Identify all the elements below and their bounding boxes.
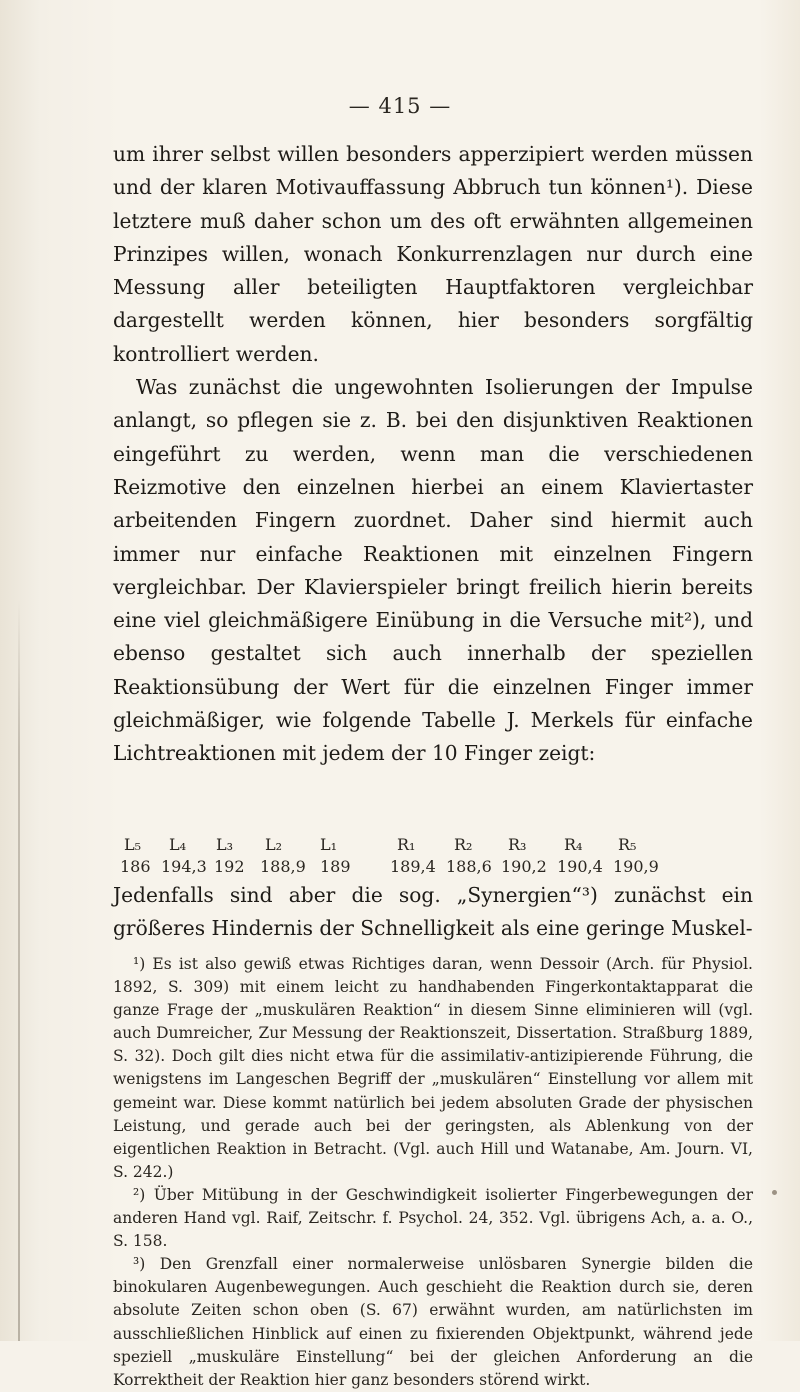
table-value-cell: 192 — [214, 857, 245, 876]
table-value-cell: 190,4 — [557, 857, 603, 876]
table-header-cell: R₄ — [564, 835, 583, 854]
table-value-cell: 186 — [120, 857, 151, 876]
paragraph-2: Was zunächst die ungewohnten Isolierungen der Impulse anlangt, so pflegen sie z. B. bei den disjunktiven Reaktionen eingeführt zu werden, wenn man die verschiedenen Reizmotive den einzelnen hierbei an einem Klaviertaster arbeitenden Fingern zuordnet. Daher sind hiermit auch immer nur einfache Reaktionen mit einzelnen Fingern vergleichbar. Der Klavierspieler bringt freilich hierin bereits eine viel gleichmäßigere Einübung in die Versuche mit²), und ebenso gestaltet sich auch innerhalb der speziellen Reaktionsübung der Wert für die einzelnen Finger immer gleichmäßiger, wie folgende Tabelle J. Merkels für einfache Lichtreaktionen mit jedem der 10 Finger zeigt: — [113, 375, 753, 766]
footnote-2: ²) Über Mitübung in der Geschwindigkeit isolierter Fingerbewegungen der anderen Hand vgl. Raif, Zeitschr. f. Psychol. 24, 352. Vgl. übrigens Ach, a. a. O., S. 158. — [113, 1185, 753, 1251]
table-header-cell: R₅ — [618, 835, 637, 854]
paragraph-3: Jedenfalls sind aber die sog. „Synergien“³) zunächst ein größeres Hindernis der Schnelligkeit als eine geringe Muskel- — [113, 883, 753, 941]
table-header-cell: R₃ — [508, 835, 527, 854]
main-text — [113, 138, 753, 771]
margin-mark — [772, 1190, 777, 1195]
table-value-cell: 190,9 — [613, 857, 659, 876]
main-text-continued — [113, 879, 753, 946]
page-number: — 415 — — [348, 94, 452, 118]
footnotes — [113, 953, 753, 1392]
table-value-cell: 188,6 — [446, 857, 492, 876]
table-header-row — [124, 835, 724, 857]
table-value-cell: 189,4 — [390, 857, 436, 876]
footnote-3: ³) Den Grenzfall einer normalerweise unlösbaren Synergie bilden die binokularen Augenbewegungen. Auch geschieht die Reaktion durch sie, deren absolute Zeiten schon oben (S. 67) erwähnt wurden, am natürlichsten im ausschließlichen Hinblick auf einen zu fixierenden Objektpunkt, während jede speziell „muskuläre Einstellung“ bei der gleichen Anforderung an die Korrektheit der Reaktion hier ganz besonders störend wirkt. — [113, 1255, 753, 1389]
table-value-row — [120, 857, 724, 879]
table-header-cell: R₁ — [397, 835, 416, 854]
finger-reaction-table — [120, 835, 724, 879]
footnote-1: ¹) Es ist also gewiß etwas Richtiges daran, wenn Dessoir (Arch. für Physiol. 1892, S. 309) mit einem leicht zu handhabenden Fingerkontaktapparat die ganze Frage der „muskulären Reaktion“ in diesem Sinne eliminieren will (vgl. auch Dumreicher, Zur Messung der Reaktionszeit, Dissertation. Straßburg 1889, S. 32). Doch gilt dies nicht etwa für die assimilativ-antizipierende Führung, die wenigstens im Langeschen Begriff der „muskulären“ Einstellung vor allem mit gemeint war. Diese kommt natürlich bei jedem absoluten Grade der physischen Leistung, und gerade auch bei der geringsten, als Ablenkung von der eigentlichen Reaktion in Betracht. (Vgl. auch Hill und Watanabe, Am. Journ. VI, S. 242.) — [113, 955, 753, 1181]
table-value-cell: 188,9 — [260, 857, 306, 876]
table-header-cell: L₄ — [169, 835, 187, 854]
table-header-cell: R₂ — [454, 835, 473, 854]
table-value-cell: 190,2 — [501, 857, 547, 876]
binding-shadow — [18, 600, 20, 1341]
table-header-cell: L₅ — [124, 835, 142, 854]
table-value-cell: 189 — [320, 857, 351, 876]
table-header-cell: L₃ — [216, 835, 234, 854]
table-header-cell: L₂ — [265, 835, 283, 854]
paragraph-1: um ihrer selbst willen besonders apperzipiert werden müssen und der klaren Motivauffassung Abbruch tun können¹). Diese letztere muß daher schon um des oft erwähnten allgemeinen Prinzipes willen, wonach Konkurrenzlagen nur durch eine Messung aller beteiligten Hauptfaktoren vergleichbar dargestellt werden können, hier besonders sorgfältig kontrolliert werden. — [113, 142, 753, 366]
table-header-cell: L₁ — [320, 835, 338, 854]
table-value-cell: 194,3 — [161, 857, 207, 876]
